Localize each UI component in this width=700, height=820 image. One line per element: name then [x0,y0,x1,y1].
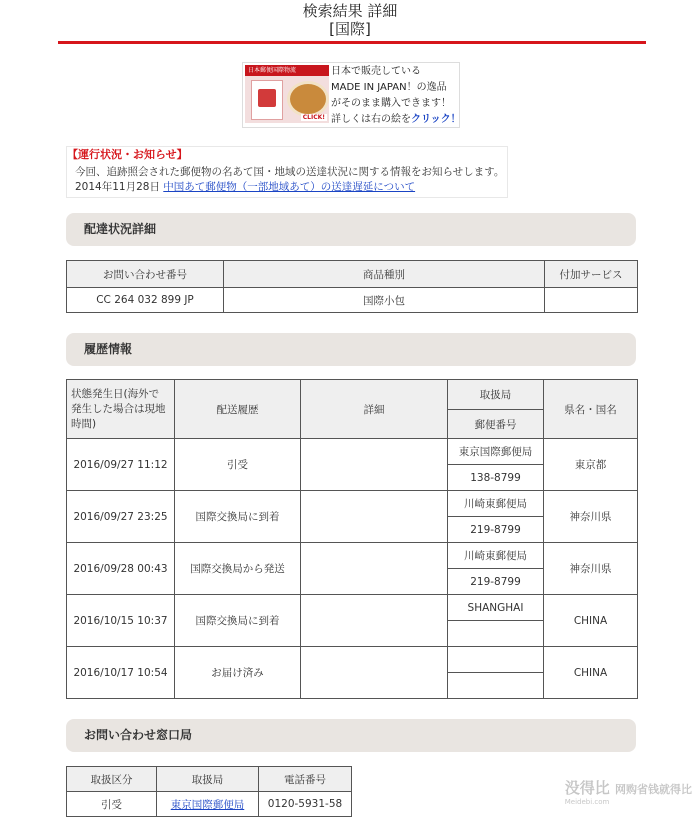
promo-line: MADE IN JAPAN！の逸品 [331,82,447,93]
history-status: お届け済み [175,647,301,699]
table-row [67,595,638,621]
notice-text: 今回、追跡照会された郵便物の名あて国・地域の送達状況に関する情報をお知らせします。 [75,166,505,178]
promo-banner[interactable] [242,62,460,128]
table-row [67,792,352,817]
promo-line: がそのまま購入できます！ [331,98,451,109]
history-detail [301,595,448,647]
history-region: 神奈川県 [544,543,638,595]
promo-image[interactable] [245,65,329,123]
history-postal: 138-8799 [448,465,544,491]
table-header-row [67,261,638,288]
item-type: 国際小包 [224,288,545,313]
table-row [67,491,638,517]
history-region: CHINA [544,647,638,699]
history-date: 2016/09/27 11:12 [67,439,175,491]
promo-text [331,64,461,128]
notice-date: 2014年11月28日 [75,181,160,193]
promo-line-prefix: 詳しくは右の絵を [331,114,411,125]
column-header: 付加サービス [545,261,638,288]
watermark-main: 没得比 [564,779,610,797]
table-row [67,288,638,313]
header-line: 状態発生日(海外で [71,387,160,400]
section-title: 履歴情報 [84,342,133,356]
table-row [67,543,638,569]
history-status: 国際交換局に到着 [175,595,301,647]
package-icon [251,80,283,120]
column-header-office: 取扱局 [448,380,544,410]
service-notice [66,146,508,198]
contact-office-section-header [66,719,636,752]
contact-office-link[interactable]: 東京国際郵便局 [170,798,245,811]
history-status: 国際交換局から発送 [175,543,301,595]
page-title-sub: [国際] [329,20,371,38]
column-header: お問い合わせ番号 [67,261,224,288]
history-office: 東京国際郵便局 [448,439,544,465]
promo-image-brand: 日本郵便国際物流 [245,65,329,76]
contact-office-table [66,766,352,817]
table-row [67,439,638,465]
notice-link[interactable]: 中国あて郵便物（一部地域あて）の送達遅延について [163,181,416,193]
history-postal [448,621,544,647]
table-row [67,647,638,673]
column-header-region: 県名・国名 [544,380,638,439]
history-region: 東京都 [544,439,638,491]
history-postal: 219-8799 [448,569,544,595]
history-date: 2016/10/17 10:54 [67,647,175,699]
page-title [0,2,700,38]
delivery-status-section-header [66,213,636,246]
tracking-number: CC 264 032 899 JP [67,288,224,313]
column-header-detail: 詳細 [301,380,448,439]
additional-service [545,288,638,313]
contact-phone: 0120-5931-58 [259,792,352,817]
watermark-sub: Meidebi.com [564,798,610,806]
food-icon [287,81,329,117]
history-table [66,379,638,699]
column-header-date [67,380,175,439]
history-postal: 219-8799 [448,517,544,543]
table-header-row [67,380,638,410]
title-divider [58,41,646,44]
history-office: 川崎東郵便局 [448,491,544,517]
column-header: 商品種別 [224,261,545,288]
promo-click-badge: CLICK! [302,114,325,121]
history-region: 神奈川県 [544,491,638,543]
history-section-header [66,333,636,366]
promo-line: 日本で販売している [331,66,421,77]
history-region: CHINA [544,595,638,647]
notice-heading: 【運行状況・お知らせ】 [67,148,188,161]
column-header-status: 配送履歴 [175,380,301,439]
column-header: 取扱区分 [67,767,157,792]
watermark [565,777,692,806]
header-line: 時間) [71,417,97,430]
history-detail [301,439,448,491]
contact-office-cell [157,792,259,817]
header-line: 発生した場合は現地 [71,402,166,415]
promo-line [331,112,461,128]
delivery-status-table [66,260,638,313]
page-title-main: 検索結果 詳細 [302,2,398,20]
history-date: 2016/09/28 00:43 [67,543,175,595]
history-office [448,647,544,673]
contact-type: 引受 [67,792,157,817]
history-detail [301,647,448,699]
watermark-slogan: 网购省钱就得比 [615,783,692,796]
section-title: 配達状況詳細 [84,222,157,236]
history-office: SHANGHAI [448,595,544,621]
history-date: 2016/10/15 10:37 [67,595,175,647]
table-header-row [67,767,352,792]
history-postal [448,673,544,699]
notice-item [75,180,415,194]
history-detail [301,543,448,595]
promo-click-link[interactable]: クリック！ [411,114,461,125]
history-status: 引受 [175,439,301,491]
column-header-postal: 郵便番号 [448,410,544,439]
history-date: 2016/09/27 23:25 [67,491,175,543]
history-status: 国際交換局に到着 [175,491,301,543]
column-header: 電話番号 [259,767,352,792]
section-title: お問い合わせ窓口局 [84,728,193,742]
history-detail [301,491,448,543]
column-header: 取扱局 [157,767,259,792]
history-office: 川崎東郵便局 [448,543,544,569]
